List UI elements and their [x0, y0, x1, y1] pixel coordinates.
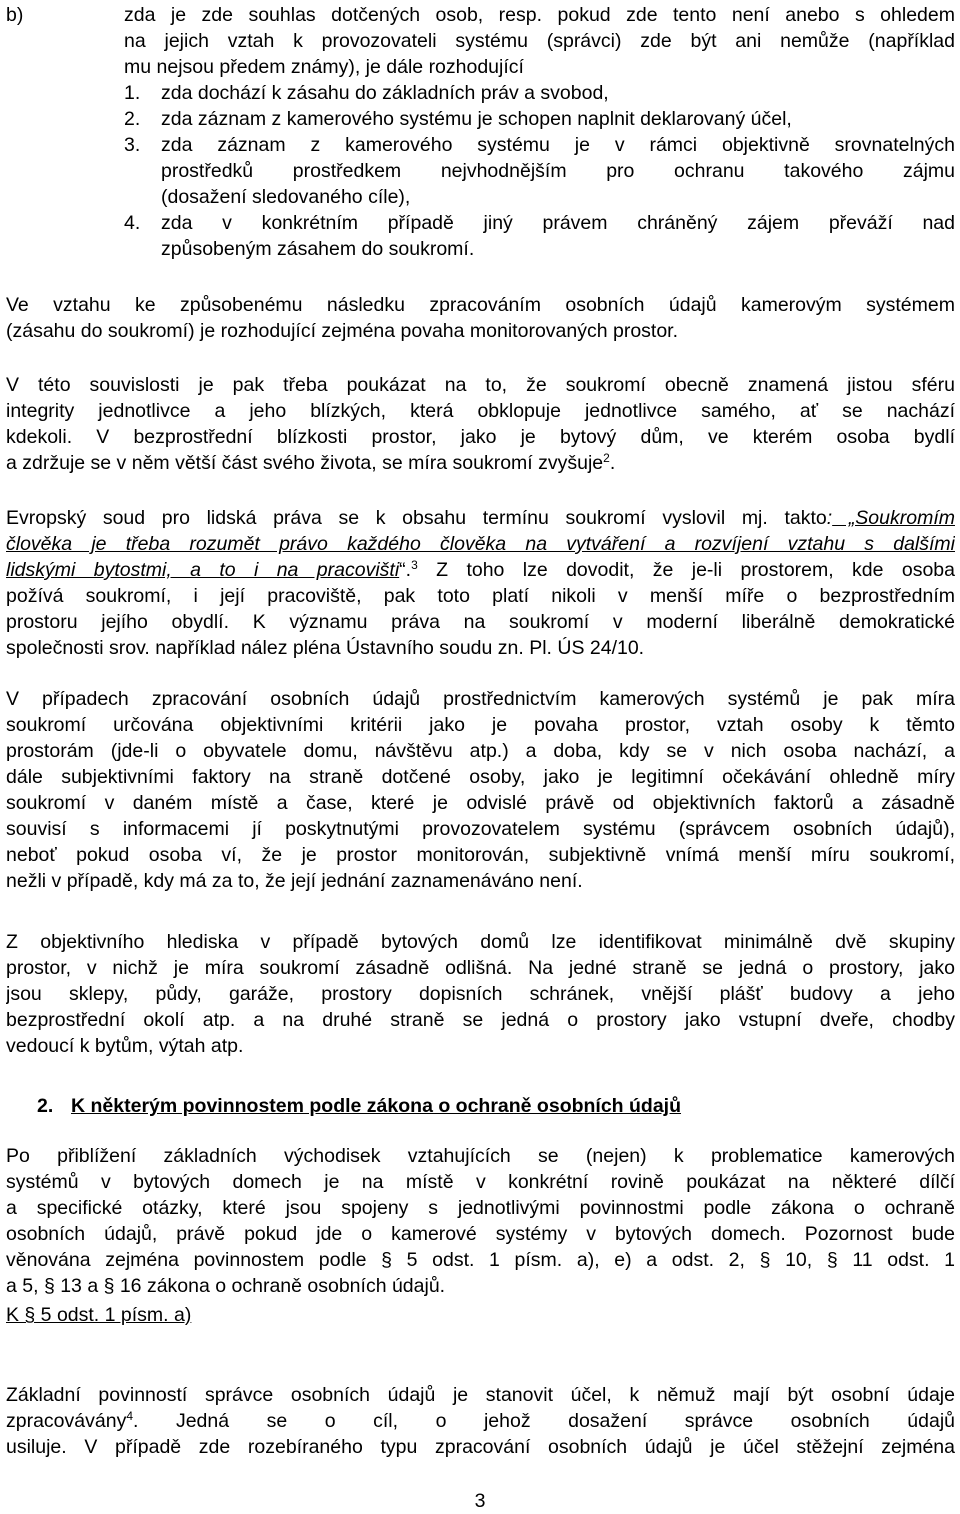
- text-line: prostor, v nichž je míra soukromí zásadně odlišná. Na jedné straně se jedná o prostory, jako: [6, 957, 955, 979]
- point-continuation: [6, 184, 955, 210]
- text-line: (zásahu do soukromí) je rozhodující zejména povaha monitorovaných prostor.: [6, 320, 679, 342]
- text-fragment: . Jedná se o cíl, o jehož dosažení správce osobních údajů: [133, 1410, 955, 1432]
- text-line: nežli v případě, kdy má za to, že její jednání zaznamenáváno není.: [6, 870, 583, 892]
- text-line: V případech zpracování osobních údajů prostřednictvím kamerových systémů je pak míra: [6, 688, 955, 710]
- text-line: prostorám (jde-li o obyvatele domu, návštěvu atp.) a doba, kdy se v nich osoba nachází, a: [6, 740, 955, 762]
- text-line: a 5, § 13 a § 16 zákona o ochraně osobních údajů.: [6, 1275, 446, 1297]
- quote-fragment: „Soukromím: [832, 507, 955, 529]
- text-line: zda je zde souhlas dotčených osob, resp. pokud zde tento není anebo s ohledem: [124, 4, 955, 26]
- list-item-intro: [124, 2, 955, 80]
- paragraph-camera-processing: [6, 686, 955, 894]
- point-number: 1.: [124, 82, 141, 104]
- text-line: vedoucí k bytům, výtah atp.: [6, 1035, 244, 1057]
- section-title: K některým povinnostem podle zákona o ochraně osobních údajů: [71, 1095, 682, 1117]
- section-number: 2.: [37, 1095, 54, 1117]
- text-line: a specifické otázky, které jsou spojeny s jednotlivými povinnostmi podle zákona o ochraně: [6, 1197, 955, 1219]
- point-number: 2.: [124, 108, 141, 130]
- point-number: 3.: [124, 134, 141, 156]
- section-heading: [37, 1093, 681, 1119]
- text-fragment: Z toho lze dovodit, že je-li prostorem, kde osoba: [417, 559, 955, 581]
- text-line: kdekoli. V bezprostřední blízkosti prostor, jako je bytový dům, ve kterém osoba bydlí: [6, 426, 955, 448]
- text-line: [6, 505, 955, 531]
- page-number: 3: [474, 1490, 486, 1512]
- text-fragment: a zdržuje se v něm větší část svého života, se míra soukromí zvyšuje: [6, 452, 604, 474]
- point-text: zda záznam z kamerového systému je v rámci objektivně srovnatelných: [161, 134, 955, 156]
- paragraph-privacy-sphere: [6, 372, 955, 476]
- text-line: společnosti srov. například nález pléna Ústavního soudu zn. Pl. ÚS 24/10.: [6, 637, 645, 659]
- text-line: V této souvislosti je pak třeba poukázat na to, že soukromí obecně znamená jistou sféru: [6, 374, 955, 396]
- text-fragment: Evropský soud pro lidská práva se k obsahu termínu soukromí vyslovil mj. takto: [6, 507, 827, 529]
- paragraph-obligations-intro: [6, 1143, 955, 1299]
- subheading-text: K § 5 odst. 1 písm. a): [6, 1304, 192, 1326]
- paragraph-consequence: [6, 292, 955, 344]
- text-fragment: .: [609, 452, 616, 474]
- subheading: [6, 1302, 955, 1328]
- list-label: b): [6, 4, 24, 26]
- text-line: [6, 450, 955, 476]
- point-continuation: [6, 236, 955, 262]
- text-line: Základní povinností správce osobních údajů je stanovit účel, k němuž mají být osobní údaje: [6, 1384, 955, 1406]
- numbered-point: [6, 106, 955, 132]
- point-continuation: [6, 158, 955, 184]
- point-number: 4.: [124, 212, 141, 234]
- text-line: požívá soukromí, i její pracoviště, pak toto platí nikoli v menší míře o bezprostředním: [6, 585, 955, 607]
- text-line: dále subjektivními faktory na straně dotčené osoby, jako je legitimní očekávání ohledně míry: [6, 766, 955, 788]
- numbered-point: [6, 80, 955, 106]
- text-line: Z objektivního hlediska v případě bytových domů lze identifikovat minimálně dvě skupiny: [6, 931, 955, 953]
- quote-fragment: člověka je třeba rozumět právo každého člověka na vytváření a rozvíjení vztahu s dalšími: [6, 533, 955, 555]
- point-text: zda záznam z kamerového systému je schopen naplnit deklarovaný účel,: [161, 108, 792, 130]
- point-text: zda v konkrétním případě jiný právem chráněný zájem převáží nad: [161, 212, 955, 234]
- text-fragment: :: [826, 507, 833, 529]
- text-line: jsou sklepy, půdy, garáže, prostory dopisních schránek, vnější plášť budovy a jeho: [6, 983, 955, 1005]
- point-text: prostředků prostředkem nejvhodnějším pro ochranu takového zájmu: [161, 160, 955, 182]
- numbered-point: [6, 132, 955, 158]
- footnote-ref: 4: [126, 1409, 134, 1423]
- point-text: zda dochází k zásahu do základních práv a svobod,: [161, 82, 609, 104]
- text-fragment: zpracovávány: [6, 1410, 127, 1432]
- point-text: (dosažení sledovaného cíle),: [161, 186, 411, 208]
- text-line: mu nejsou předem známy), je dále rozhodující: [124, 56, 524, 78]
- text-line: systémů v bytových domech je na místě v konkrétní rovině poukázat na některé dílčí: [6, 1171, 955, 1193]
- footnote-ref: 2: [603, 451, 610, 465]
- text-line: integrity jednotlivce a jeho blízkých, která obklopuje jednotlivce samého, ať se nachází: [6, 400, 955, 422]
- text-line: souvisí s informacemi jí poskytnutými provozovatelem systému (správcem osobních údajů),: [6, 818, 955, 840]
- text-fragment: “.: [399, 559, 412, 581]
- text-line: [6, 1408, 955, 1434]
- text-line: bezprostřední okolí atp. a na druhé straně se jedná o prostory jako vstupní dveře, chodby: [6, 1009, 955, 1031]
- text-line: Ve vztahu ke způsobenému následku zpracováním osobních údajů kamerovým systémem: [6, 294, 955, 316]
- text-line: soukromí určována objektivními kritérii jako je povaha prostor, vztah osoby k těmto: [6, 714, 955, 736]
- point-text: způsobeným zásahem do soukromí.: [161, 238, 475, 260]
- paragraph-echr: [6, 505, 955, 661]
- quote-fragment: lidskými bytostmi, a to i na pracovišti: [6, 559, 400, 581]
- paragraph-objective-view: [6, 929, 955, 1059]
- text-line: [6, 557, 955, 583]
- text-line: Po přiblížení základních východisek vztahujících se (nejen) k problematice kamerových: [6, 1145, 955, 1167]
- text-line: [6, 531, 955, 557]
- text-line: prostoru jejího obydlí. K významu práva na soukromí v moderní liberálně demokratické: [6, 611, 955, 633]
- text-line: osobních údajů, právě pokud jde o kamerové systémy v bytových domech. Pozornost bude: [6, 1223, 955, 1245]
- footnote-ref: 3: [411, 558, 418, 572]
- text-line: soukromí v daném místě a čase, které je odvislé právě od objektivních faktorů a zásadně: [6, 792, 955, 814]
- text-line: na jejich vztah k provozovateli systému (správci) zde být ani nemůže (například: [124, 30, 955, 52]
- numbered-list: [6, 80, 955, 262]
- text-line: usiluje. V případě zde rozebíraného typu zpracování osobních údajů je účel stěžejní zejména: [6, 1436, 955, 1458]
- text-line: neboť pokud osoba ví, že je prostor monitorován, subjektivně vnímá menší míru soukromí,: [6, 844, 955, 866]
- numbered-point: [6, 210, 955, 236]
- text-line: věnována zejména povinnostem podle § 5 odst. 1 písm. a), e) a odst. 2, § 10, § 11 odst. 1: [6, 1249, 955, 1271]
- paragraph-purpose: [6, 1382, 955, 1460]
